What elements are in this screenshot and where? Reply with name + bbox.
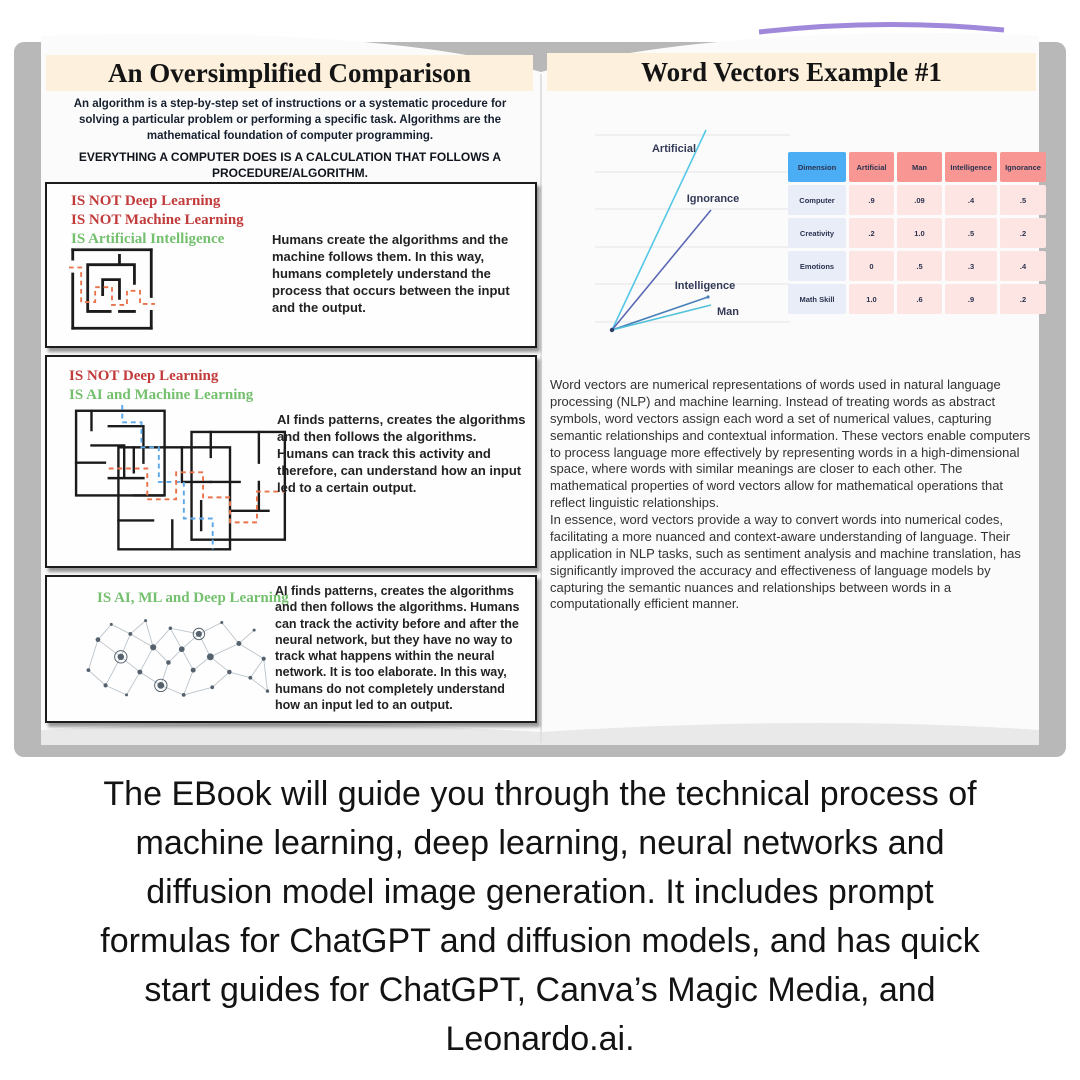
network-icon: [72, 613, 282, 713]
table-value: .4: [1000, 251, 1046, 281]
table-value: .2: [1000, 284, 1046, 314]
table-value: .5: [897, 251, 942, 281]
table-value: .5: [1000, 185, 1046, 215]
caption-line: start guides for ChatGPT, Canva’s Magic Media, and: [144, 971, 936, 1009]
vector-intelligence-tip: [706, 295, 709, 298]
box2-label-2: IS AI and Machine Learning: [69, 387, 254, 403]
maze-path-icon: [69, 268, 155, 305]
table-row-label: Emotions: [788, 251, 846, 281]
word-vectors-chart: [590, 115, 810, 350]
caption-line: The EBook will guide you through the technical process of: [103, 775, 977, 813]
box2-body-text: AI finds patterns, creates the algorithms and then follows the algorithms. Humans can track this activity and therefore, can understand how an input led to a certain output.: [277, 412, 526, 495]
word-vectors-paragraph-1: Word vectors are numerical representations of words used in natural language processing (NLP) and machine learning. Instead of treating words as abstract symbols, word vectors assign each word a set of numerical values, capturing semantic relationships and contextual information. These vectors enable computers to process language more effectively by representing words in a high-dimensional space, where words with similar meanings are closer to each other. The mathematical properties of word vectors allow for mathematical operations that reflect linguistic relationships.: [550, 377, 1031, 511]
comparison-box-ai: [45, 182, 537, 348]
table-value: .2: [1000, 218, 1046, 248]
table-value: .09: [897, 185, 942, 215]
box3-label-1: IS AI, ML and Deep Learning: [97, 590, 289, 606]
table-header-man: Man: [897, 152, 942, 182]
label-ignorance: Ignorance: [686, 193, 740, 205]
table-value: .9: [945, 284, 997, 314]
right-page-title: Word Vectors Example #1: [547, 53, 1036, 91]
table-row-label: Creativity: [788, 218, 846, 248]
caption-line: formulas for ChatGPT and diffusion models, and has quick: [100, 922, 980, 960]
comparison-box-ml: [45, 355, 537, 568]
table-value: .5: [945, 218, 997, 248]
vector-artificial: [612, 130, 706, 330]
table-value: .2: [849, 218, 894, 248]
purple-arc-decoration: [759, 24, 1004, 32]
table-header-intelligence: Intelligence: [945, 152, 997, 182]
label-intelligence: Intelligence: [674, 280, 736, 292]
table-row-label: Computer: [788, 185, 846, 215]
comparison-box-dl: [45, 575, 537, 723]
table-value: .9: [849, 185, 894, 215]
maze-cluster-icon: [62, 405, 297, 557]
table-header-ignorance: Ignorance: [1000, 152, 1046, 182]
box1-body-text: Humans create the algorithms and the machine follows them. In this way, humans completely understand the process that occurs between the input and the output.: [272, 232, 510, 315]
table-value: .6: [897, 284, 942, 314]
table-value: 1.0: [897, 218, 942, 248]
table-row-label: Math Skill: [788, 284, 846, 314]
word-vectors-paragraph-2: In essence, word vectors provide a way to convert words into numerical codes, facilitating a more nuanced and context-aware understanding of language. Their application in NLP tasks, such as sentiment analysis and machine translation, has significantly improved the accuracy and effectiveness of language models by capturing the semantic nuances and relationships between words in a computationally efficient manner.: [550, 512, 1021, 612]
table-value: 0: [849, 251, 894, 281]
table-header-dimension: Dimension: [788, 152, 846, 182]
maze-icon: [69, 246, 155, 332]
table-header-artificial: Artificial: [849, 152, 894, 182]
box1-label-2: IS NOT Machine Learning: [71, 212, 244, 228]
computer-statement-text: EVERYTHING A COMPUTER DOES IS A CALCULATION THAT FOLLOWS A PROCEDURE/ALGORITHM.: [78, 150, 502, 181]
ebook-caption: [40, 770, 1040, 1064]
caption-line: machine learning, deep learning, neural networks and: [135, 824, 945, 862]
box1-label-3: IS Artificial Intelligence: [71, 231, 225, 247]
table-value: .4: [945, 185, 997, 215]
left-page-title: An Oversimplified Comparison: [46, 55, 533, 91]
table-value: .3: [945, 251, 997, 281]
vector-man: [612, 305, 711, 330]
label-artificial: Artificial: [651, 143, 697, 155]
word-vectors-table: [788, 152, 1046, 314]
caption-line: Leonardo.ai.: [445, 1020, 635, 1058]
algorithm-intro-text: An algorithm is a step-by-step set of instructions or a systematic procedure for solving a particular problem or performing a specific task. Algorithms are the mathematical foundation of computer programming.: [73, 98, 507, 143]
label-man: Man: [717, 306, 739, 318]
vector-ignorance: [612, 210, 711, 330]
caption-line: diffusion model image generation. It includes prompt: [146, 873, 934, 911]
vector-origin-point: [610, 328, 614, 332]
box3-body-text: AI finds patterns, creates the algorithms and then follows the algorithms. Humans can track the activity before and after the neural network, but they have no way to track what happens within the neural network. It is too elaborate. In this way, humans do not completely understand how an input led to an output.: [275, 584, 520, 712]
table-value: 1.0: [849, 284, 894, 314]
box1-label-1: IS NOT Deep Learning: [71, 193, 221, 209]
box2-label-1: IS NOT Deep Learning: [69, 368, 219, 384]
